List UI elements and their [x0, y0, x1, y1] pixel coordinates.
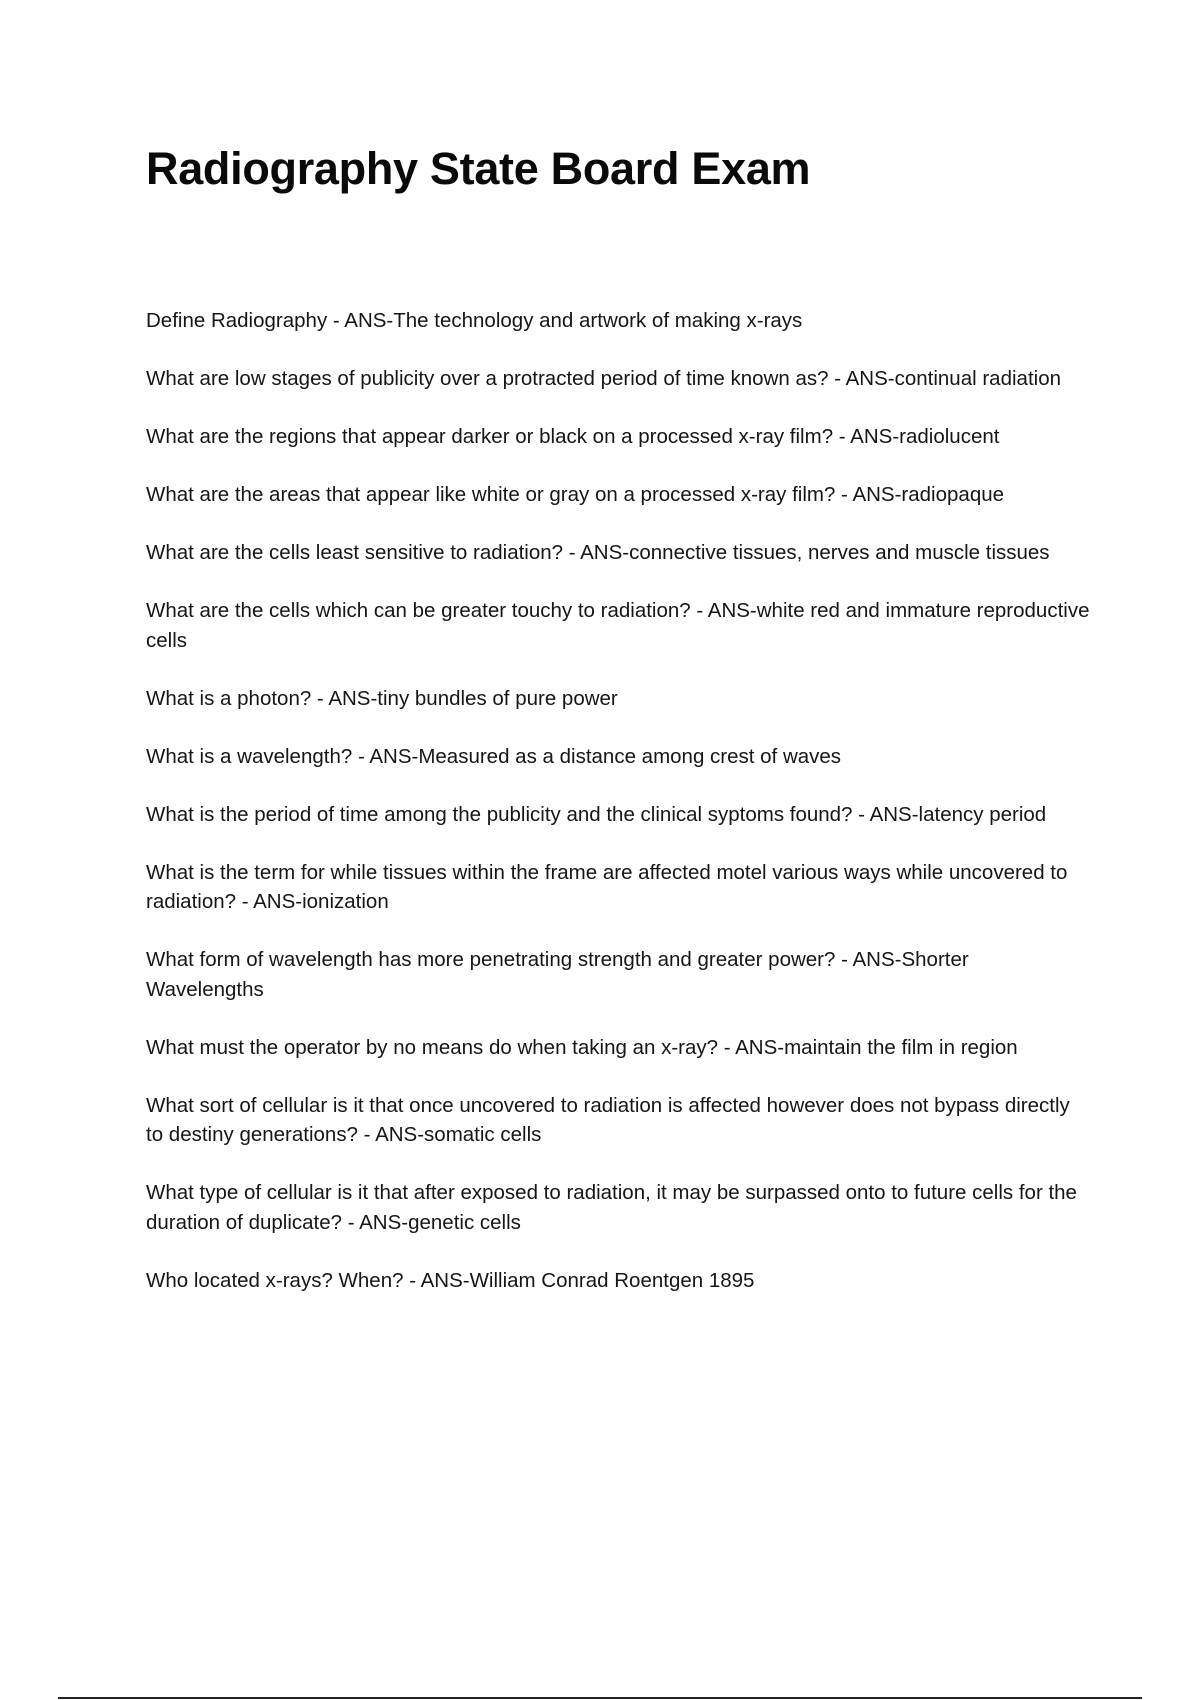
qa-item: What are the regions that appear darker or black on a processed x-ray film? - ANS-radiolucent — [146, 425, 1000, 448]
qa-item: What is a photon? - ANS-tiny bundles of pure power — [146, 686, 618, 710]
qa-item: What sort of cellular is it that once uncovered to radiation is affected however does not bypass directly to destiny generations? - ANS-somatic cells — [146, 1093, 1070, 1146]
qa-item: What type of cellular is it that after exposed to radiation, it may be surpassed onto to future cells for the duration of duplicate? - ANS-genetic cells — [146, 1181, 1077, 1234]
qa-item: What is the period of time among the publicity and the clinical syptoms found? - ANS-latency period — [146, 802, 1047, 826]
qa-item: What are the cells least sensitive to radiation? - ANS-connective tissues, nerves and muscle tissues — [146, 541, 1050, 564]
document-title: Radiography State Board Exam — [146, 143, 811, 194]
qa-item: Define Radiography - ANS-The technology and artwork of making x-rays — [146, 309, 803, 332]
qa-item: What is the term for while tissues within the frame are affected motel various ways while uncovered to radiation? - ANS-ionization — [146, 860, 1068, 913]
qa-item: What is a wavelength? - ANS-Measured as a distance among crest of waves — [146, 744, 842, 768]
qa-item: What are the areas that appear like white or gray on a processed x-ray film? - ANS-radiopaque — [146, 483, 1005, 506]
qa-item: What are the cells which can be greater touchy to radiation? - ANS-white red and immature reproductive cells — [146, 599, 1090, 652]
qa-item: What form of wavelength has more penetrating strength and greater power? - ANS-Shorter Wavelengths — [146, 948, 969, 1001]
qa-item: What are low stages of publicity over a protracted period of time known as? - ANS-continual radiation — [146, 367, 1061, 390]
qa-list — [146, 306, 1092, 1324]
qa-item: What must the operator by no means do when taking an x-ray? - ANS-maintain the film in region — [146, 1035, 1018, 1059]
footer-divider — [58, 1697, 1142, 1699]
qa-item: Who located x-rays? When? - ANS-William Conrad Roentgen 1895 — [146, 1268, 755, 1292]
